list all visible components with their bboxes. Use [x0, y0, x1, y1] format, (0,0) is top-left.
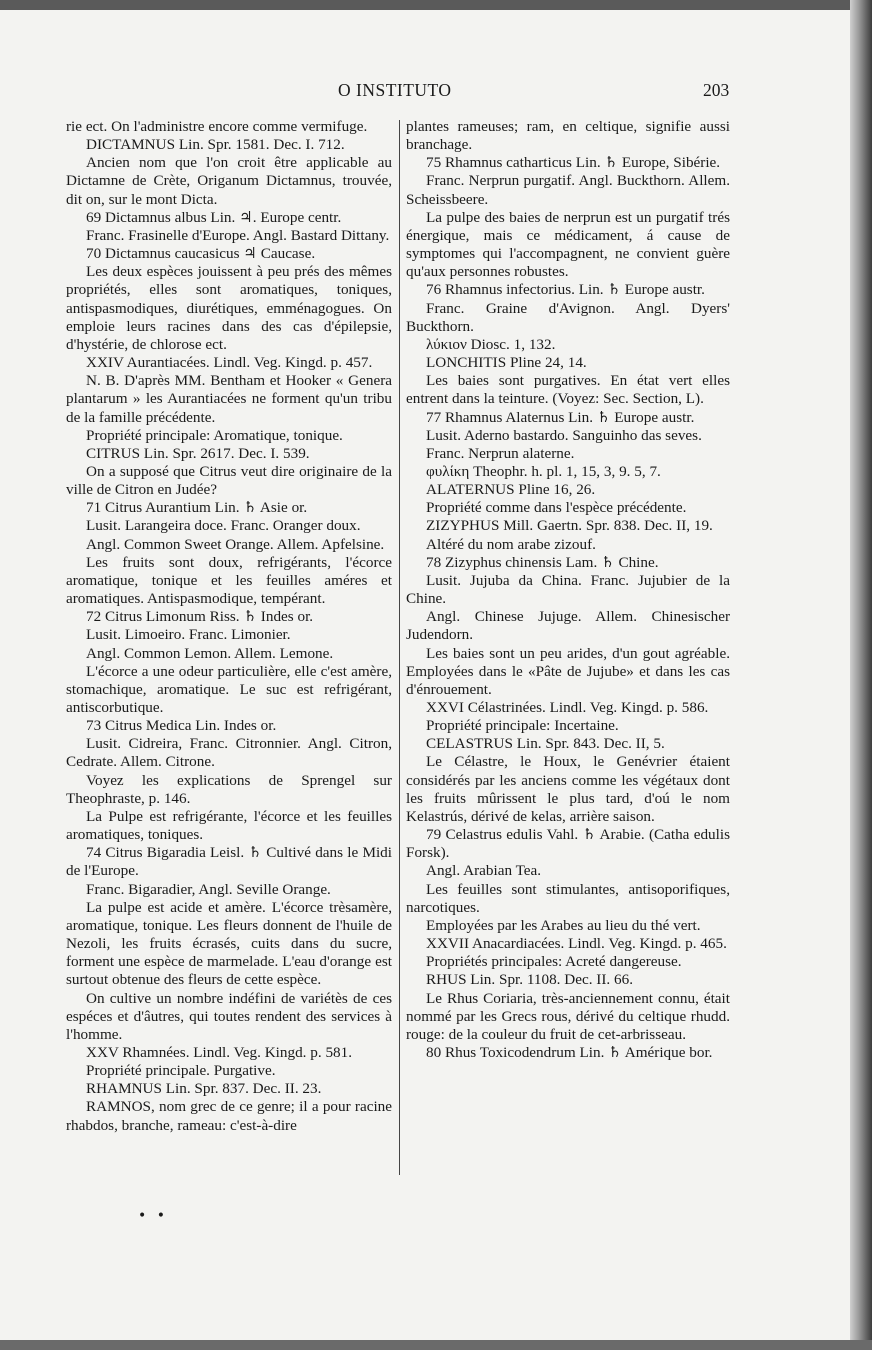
- paragraph: Propriété comme dans l'espèce précédente.: [426, 499, 687, 517]
- paragraph: Lusit. Aderno bastardo. Sanguinho das seves.: [426, 426, 702, 444]
- page-number: 203: [703, 80, 730, 100]
- footer-marks: • •: [138, 1208, 168, 1224]
- paragraph: CELASTRUS Lin. Spr. 843. Dec. II, 5.: [426, 735, 665, 753]
- paragraph: Voyez les explications de Sprengel sur Theophraste, p. 146.: [66, 771, 392, 807]
- paragraph: Propriété principale. Purgative.: [86, 1062, 276, 1080]
- paragraph: 78 Zizyphus chinensis Lam. ♄ Chine.: [426, 553, 659, 571]
- paragraph: 73 Citrus Medica Lin. Indes or.: [86, 717, 277, 735]
- paragraph: Angl. Common Lemon. Allem. Lemone.: [86, 644, 334, 662]
- paragraph: rie ect. On l'administre encore comme vermifuge.: [66, 118, 368, 135]
- paragraph: XXVII Anacardiacées. Lindl. Veg. Kingd. p. 465.: [426, 935, 727, 953]
- paragraph: Les fruits sont doux, refrigérants, l'écorce aromatique, tonique et les feuilles améres et aromatiques. Antispasmodique, tempérant.: [66, 553, 392, 608]
- scan-border: [0, 1340, 872, 1350]
- paragraph: Lusit. Jujuba da China. Franc. Jujubier de la Chine.: [406, 571, 730, 608]
- paragraph: Propriété principale: Incertaine.: [426, 717, 619, 735]
- column-divider: [399, 120, 400, 1175]
- paragraph: Les baies sont un peu arides, d'un gout agréable. Employées dans le «Pâte de Jujube» et dans les cas d'énrouement.: [406, 644, 730, 698]
- left-column: [66, 118, 392, 1135]
- paragraph: 76 Rhamnus infectorius. Lin. ♄ Europe austr.: [426, 281, 705, 299]
- paragraph: Lusit. Limoeiro. Franc. Limonier.: [86, 626, 291, 644]
- paragraph: XXVI Célastrinées. Lindl. Veg. Kingd. p. 586.: [426, 699, 709, 716]
- paragraph: plantes rameuses; ram, en celtique, signifie aussi branchage.: [406, 118, 730, 154]
- paragraph: 74 Citrus Bigaradia Leisl. ♄ Cultivé dans le Midi de l'Europe.: [66, 844, 392, 880]
- paragraph: 71 Citrus Aurantium Lin. ♄ Asie or.: [86, 499, 308, 517]
- running-header: [0, 74, 850, 104]
- paragraph: Lusit. Cidreira, Franc. Citronnier. Angl. Citron, Cedrate. Allem. Citrone.: [66, 735, 392, 771]
- paragraph: Angl. Common Sweet Orange. Allem. Apfelsine.: [86, 535, 385, 553]
- paragraph: 79 Celastrus edulis Vahl. ♄ Arabie. (Catha edulis Forsk).: [406, 826, 730, 862]
- paragraph: On cultive un nombre indéfini de variétès de ces espéces et d'âutres, qui toutes rendent des services à l'homme.: [66, 989, 392, 1043]
- paragraph: λύκιον Diosc. 1, 132.: [426, 335, 556, 353]
- paragraph: Le Rhus Coriaria, très-anciennement connu, était nommé par les Grecs rous, dérivé du celtique rhudd. rouge: de la couleur du fruit de cet-arbrisseau.: [406, 989, 730, 1043]
- paragraph: Franc. Bigaradier, Angl. Seville Orange.: [86, 880, 331, 898]
- paragraph: Employées par les Arabes au lieu du thé vert.: [426, 916, 701, 934]
- paragraph: Propriétés principales: Acreté dangereuse.: [426, 953, 682, 971]
- paragraph: Franc. Frasinelle d'Europe. Angl. Bastard Dittany.: [86, 226, 390, 244]
- paragraph: Propriété principale: Aromatique, tonique.: [86, 426, 343, 444]
- paragraph: ALATERNUS Pline 16, 26.: [426, 481, 596, 499]
- paragraph: Le Célastre, le Houx, le Genévrier étaient considérés par les anciens comme les végétaux dont les fruits mûrissent le plus tard, d'oú le nom Kelastrús, dérivé de kelas, arrière saison.: [406, 753, 730, 825]
- paragraph: Les feuilles sont stimulantes, antisoporifiques, narcotiques.: [406, 880, 730, 916]
- paragraph: L'écorce a une odeur particulière, elle c'est amère, stomachique, aromatique. Le suc est refrigérant, antiscorbutique.: [66, 662, 392, 716]
- paragraph: N. B. D'après MM. Bentham et Hooker « Genera plantarum » les Aurantiacées ne forment qu'un tribu de la famille précédente.: [66, 372, 392, 426]
- paragraph: La pulpe est acide et amère. L'écorce trèsamère, aromatique, tonique. Les fleurs donnent de l'huile de Nezoli, les fruits écrasés, cuits dans du sucre, forment une espèce de marmelade. L'eau d'orange est surtout obtenue des fleurs de cette espèce.: [66, 898, 392, 989]
- paragraph: 70 Dictamnus caucasicus ♃ Caucase.: [86, 245, 316, 263]
- paragraph: Franc. Nerprun purgatif. Angl. Buckthorn. Allem. Scheissbeere.: [406, 172, 730, 208]
- paragraph: RHUS Lin. Spr. 1108. Dec. II. 66.: [426, 971, 633, 989]
- journal-title: O INSTITUTO: [338, 80, 452, 100]
- paragraph: RHAMNUS Lin. Spr. 837. Dec. II. 23.: [86, 1080, 322, 1098]
- paragraph: Ancien nom que l'on croit être applicable au Dictamne de Crète, Origanum Dictamnus, trouvée, dit on, sur le mont Dicta.: [66, 154, 392, 208]
- paragraph: On a supposé que Citrus veut dire originaire de la ville de Citron en Judée?: [66, 462, 392, 499]
- paragraph: Les baies sont purgatives. En état vert elles entrent dans la teinture. (Voyez: Sec. Section, L).: [406, 372, 730, 408]
- paragraph: Lusit. Larangeira doce. Franc. Oranger doux.: [86, 517, 361, 535]
- page-edge: [850, 0, 872, 1350]
- paragraph: DICTAMNUS Lin. Spr. 1581. Dec. I. 712.: [86, 136, 345, 154]
- paragraph: La Pulpe est refrigérante, l'écorce et les feuilles aromatiques, toniques.: [66, 807, 392, 844]
- paragraph: φυλίκη Theophr. h. pl. 1, 15, 3, 9. 5, 7.: [426, 462, 661, 480]
- paragraph: Franc. Graine d'Avignon. Angl. Dyers' Buckthorn.: [406, 299, 730, 335]
- paragraph: Les deux espèces jouissent à peu prés des mêmes propriétés, elles sont aromatiques, toniques, antispasmodiques, diurétiques, emménagogues. On emploie leurs racines dans des cas d'épilepsie, d'hystérie, de chlorose ect.: [66, 263, 392, 353]
- right-column: [406, 118, 730, 1062]
- paragraph: CITRUS Lin. Spr. 2617. Dec. I. 539.: [86, 444, 310, 462]
- paragraph: 80 Rhus Toxicodendrum Lin. ♄ Amérique bor.: [426, 1043, 713, 1061]
- paragraph: 77 Rhamnus Alaternus Lin. ♄ Europe austr.: [426, 408, 695, 426]
- paragraph: XXV Rhamnées. Lindl. Veg. Kingd. p. 581.: [86, 1043, 353, 1061]
- paragraph: 75 Rhamnus catharticus Lin. ♄ Europe, Sibérie.: [426, 154, 721, 172]
- paragraph: ZIZYPHUS Mill. Gaertn. Spr. 838. Dec. II, 19.: [426, 517, 713, 535]
- paragraph: XXIV Aurantiacées. Lindl. Veg. Kingd. p. 457.: [86, 354, 373, 372]
- paragraph: Altéré du nom arabe zizouf.: [426, 535, 596, 553]
- paragraph: Franc. Nerprun alaterne.: [426, 444, 575, 462]
- paragraph: La pulpe des baies de nerprun est un purgatif trés énergique, mais ce médicament, á cause de symptomes qui l'accompagnent, ne convient guère qu'aux personnes robustes.: [406, 208, 730, 281]
- paragraph: RAMNOS, nom grec de ce genre; il a pour racine rhabdos, branche, rameau: c'est-à-dire: [66, 1098, 392, 1134]
- paragraph: 72 Citrus Limonum Riss. ♄ Indes or.: [86, 608, 314, 626]
- paragraph: Angl. Arabian Tea.: [426, 862, 542, 880]
- paragraph: 69 Dictamnus albus Lin. ♃. Europe centr.: [86, 208, 342, 226]
- paragraph: LONCHITIS Pline 24, 14.: [426, 354, 587, 372]
- paragraph: Angl. Chinese Jujuge. Allem. Chinesischer Judendorn.: [406, 608, 730, 644]
